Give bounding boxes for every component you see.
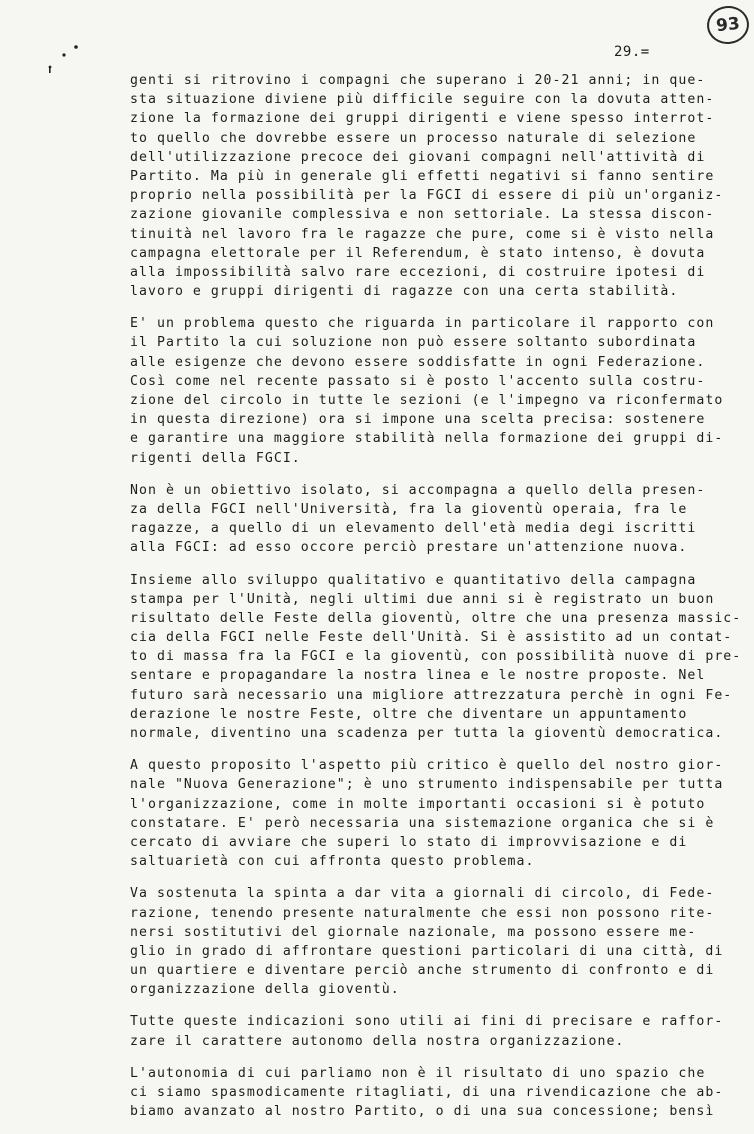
text-line: cia della FGCI nelle Feste dell'Unità. Si è assistito ad un contat-	[130, 630, 733, 646]
page-stamp: 93	[705, 4, 751, 46]
text-line: alle esigenze che devono essere soddisfatte in ogni Federazione.	[130, 354, 706, 370]
text-line: in questa direzione) ora si impone una scelta precisa: sostenere	[130, 412, 706, 428]
text-line: alla FGCI: ad esso occore perciò prestare un'attenzione nuova.	[130, 540, 688, 556]
text-line: E' un problema questo che riguarda in particolare il rapporto con	[130, 316, 715, 332]
text-line: risultato delle Feste della gioventù, oltre che una presenza massic-	[130, 610, 742, 626]
text-line: dell'utilizzazione precoce dei giovani compagni nell'attività di	[130, 149, 706, 165]
paragraph	[130, 481, 754, 558]
text-line: proprio nella possibilità per la FGCI di essere di più un'organiz-	[130, 188, 724, 204]
text-line: lavoro e gruppi dirigenti di ragazze con una certa stabilità.	[130, 284, 679, 300]
text-line: e garantire una maggiore stabilità nella formazione dei gruppi di-	[130, 431, 724, 447]
text-line: razione, tenendo presente naturalmente che essi non possono rite-	[130, 905, 715, 921]
text-line: nale "Nuova Generazione"; è uno strumento indispensabile per tutta	[130, 777, 724, 793]
text-line: il Partito la cui soluzione non può essere soltanto subordinata	[130, 335, 697, 351]
body-text	[130, 71, 754, 1134]
text-line: organizzazione della gioventù.	[130, 982, 400, 998]
text-line: zione la formazione dei gruppi dirigenti e viene spesso interrot-	[130, 111, 715, 127]
text-line: constatare. E' però necessaria una sistemazione organica che si è	[130, 815, 715, 831]
paragraph	[130, 1012, 754, 1050]
text-line: cercato di avviare che superi lo stato di improvvisazione e di	[130, 834, 688, 850]
text-line: tinuità nel lavoro fra le ragazze che pure, come si è visto nella	[130, 226, 715, 242]
text-line: Partito. Ma più in generale gli effetti negativi si fanno sentire	[130, 168, 715, 184]
text-line: zazione giovanile complessiva e non settoriale. La stessa discon-	[130, 207, 715, 223]
paragraph	[130, 314, 754, 468]
paragraph	[130, 571, 754, 744]
text-line: sentare e propagandare la nostra linea e le nostre proposte. Nel	[130, 668, 706, 684]
text-line: to di massa fra la FGCI e la gioventù, con possibilità nuove di pre-	[130, 649, 742, 665]
text-line: Tutte queste indicazioni sono utili ai fini di precisare e raffor-	[130, 1014, 724, 1030]
text-line: za della FGCI nell'Università, fra la gioventù operaia, fra le	[130, 501, 688, 517]
text-line: glio in grado di affrontare questioni particolari di una città, di	[130, 943, 724, 959]
text-line: ci siamo spasmodicamente ritagliati, di una rivendicazione che ab-	[130, 1085, 724, 1100]
text-line: nersi sostitutivi del giornale nazionale, ma possono essere me-	[130, 924, 697, 940]
text-line: sta situazione diviene più difficile seguire con la dovuta atten-	[130, 92, 715, 108]
text-line: Va sostenuta la spinta a dar vita a giornali di circolo, di Fede-	[130, 886, 715, 902]
text-line: futuro sarà necessario una migliore attrezzatura perchè in ogni Fe-	[130, 687, 733, 703]
text-line: genti si ritrovino i compagni che superano i 20-21 anni; in que-	[130, 73, 706, 88]
text-line: rigenti della FGCI.	[130, 450, 301, 466]
scan-specks	[40, 40, 90, 80]
text-line: campagna elettorale per il Referendum, è stato intenso, è dovuta	[130, 245, 706, 261]
text-line: zione del circolo in tutte le sezioni (e l'impegno va riconfermato	[130, 393, 724, 408]
text-line: ragazze, a quello di un elevamento dell'età media degi iscritti	[130, 521, 697, 537]
text-line: Così come nel recente passato si è posto l'accento sulla costru-	[130, 373, 706, 389]
paragraph	[130, 884, 754, 999]
text-line: Non è un obiettivo isolato, si accompagna a quello della presen-	[130, 482, 706, 498]
paragraph	[130, 71, 754, 301]
paragraph	[130, 756, 754, 871]
text-line: alla impossibilità salvo rare eccezioni, di costruire ipotesi di	[130, 264, 706, 280]
text-line: derazione le nostre Feste, oltre che diventare un appuntamento	[130, 706, 688, 722]
text-line: saltuarietà con cui affronta questo problema.	[130, 854, 535, 870]
text-line: normale, diventino una scadenza per tutta la gioventù democratica.	[130, 726, 724, 741]
text-line: l'organizzazione, come in molte importanti occasioni si è potuto	[130, 796, 706, 812]
text-line: to quello che dovrebbe essere un processo naturale di selezione	[130, 130, 697, 146]
page-number: 29.=	[614, 44, 650, 60]
text-line: A questo proposito l'aspetto più critico è quello del nostro gior-	[130, 758, 724, 774]
text-line: zare il carattere autonomo della nostra organizzazione.	[130, 1033, 625, 1049]
text-line: Insieme allo sviluppo qualitativo e quantitativo della campagna	[130, 572, 697, 588]
text-line: biamo avanzato al nostro Partito, o di una sua concessione; bensì	[130, 1104, 715, 1120]
paragraph	[130, 1064, 754, 1122]
text-line: stampa per l'Unità, negli ultimi due anni si è registrato un buon	[130, 591, 715, 607]
text-line: L'autonomia di cui parliamo non è il risultato di uno spazio che	[130, 1065, 706, 1081]
text-line: un quartiere e diventare perciò anche strumento di confronto e di	[130, 963, 715, 979]
